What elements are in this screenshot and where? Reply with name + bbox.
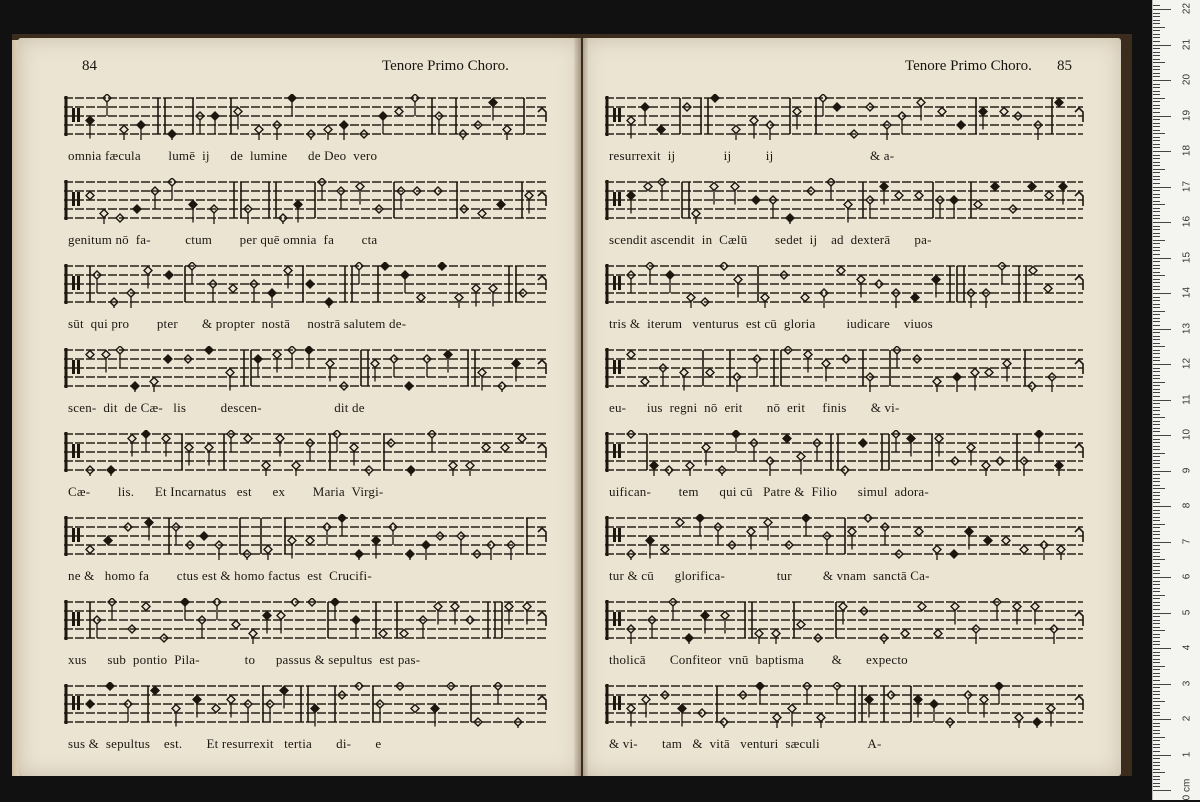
ruler-tick: [1153, 492, 1160, 493]
ruler-tick: [1153, 712, 1160, 713]
ruler-tick: [1153, 620, 1160, 621]
left-lyric-line-8: sus & sepultus est. Et resurrexit tertia di- e: [68, 736, 382, 751]
right-staff-1: [605, 94, 1091, 140]
ruler-tick: [1153, 204, 1165, 205]
ruler-tick: [1153, 715, 1160, 716]
ruler-tick: [1153, 62, 1165, 63]
ruler-tick: [1153, 84, 1160, 85]
ruler-tick: [1153, 502, 1160, 503]
ruler-tick: [1153, 311, 1165, 312]
ruler-tick: [1153, 495, 1160, 496]
ruler-tick: [1153, 94, 1160, 95]
ruler-tick: [1153, 598, 1160, 599]
ruler-tick: [1153, 396, 1160, 397]
ruler-tick: [1153, 527, 1160, 528]
ruler-tick: [1153, 126, 1160, 127]
right-lyric-line-7: tholicā Confiteor vnū baptisma & expecto: [609, 652, 908, 667]
right-staff-4: [605, 346, 1091, 392]
left-staff-2: [64, 178, 554, 224]
ruler-tick: [1153, 655, 1160, 656]
ruler-tick: [1153, 602, 1160, 603]
ruler-tick: [1153, 740, 1160, 741]
ruler-tick: [1153, 13, 1160, 14]
ruler-tick: [1153, 208, 1160, 209]
right-page: [583, 38, 1121, 776]
ruler-tick: [1153, 499, 1160, 500]
left-page-number: 84: [82, 58, 97, 74]
ruler-tick: [1153, 254, 1160, 255]
ruler-tick: [1153, 520, 1160, 521]
ruler-tick: [1153, 357, 1160, 358]
ruler-tick: [1153, 652, 1160, 653]
ruler-tick: [1153, 783, 1160, 784]
ruler-tick: [1153, 676, 1160, 677]
ruler-tick: [1153, 684, 1171, 685]
ruler-tick: [1153, 190, 1160, 191]
ruler-tick: [1153, 215, 1160, 216]
ruler-tick: [1153, 765, 1160, 766]
ruler-tick: [1153, 460, 1160, 461]
ruler-tick: [1153, 226, 1160, 227]
ruler-tick: [1153, 321, 1160, 322]
ruler-tick: [1153, 162, 1160, 163]
ruler-tick: [1153, 691, 1160, 692]
left-page-header: Tenore Primo Choro.: [382, 58, 509, 74]
ruler-tick: [1153, 140, 1160, 141]
ruler-tick: [1153, 634, 1160, 635]
measuring-ruler: [1152, 0, 1200, 800]
ruler-tick: [1153, 559, 1165, 560]
left-staff-3: [64, 262, 554, 308]
ruler-tick: [1153, 772, 1165, 773]
ruler-tick: [1153, 474, 1160, 475]
ruler-label: 18: [1181, 144, 1193, 157]
ruler-tick: [1153, 151, 1171, 152]
ruler-tick: [1153, 779, 1160, 780]
ruler-tick: [1153, 130, 1160, 131]
ruler-tick: [1153, 644, 1160, 645]
ruler-tick: [1153, 73, 1160, 74]
ruler-tick: [1153, 179, 1160, 180]
ruler-tick: [1153, 719, 1171, 720]
ruler-tick: [1153, 339, 1160, 340]
right-page-number: 85: [1057, 58, 1072, 74]
ruler-tick: [1153, 55, 1160, 56]
ruler-tick: [1153, 510, 1160, 511]
ruler-tick: [1153, 471, 1171, 472]
ruler-label: 3: [1181, 680, 1193, 686]
ruler-tick: [1153, 9, 1171, 10]
ruler-tick: [1153, 517, 1160, 518]
ruler-tick: [1153, 446, 1160, 447]
ruler-tick: [1153, 37, 1160, 38]
ruler-tick: [1153, 549, 1160, 550]
ruler-tick: [1153, 158, 1160, 159]
ruler-label: 19: [1181, 109, 1193, 121]
ruler-tick: [1153, 385, 1160, 386]
ruler-tick: [1153, 116, 1171, 117]
ruler-tick: [1153, 659, 1160, 660]
ruler-tick: [1153, 123, 1160, 124]
right-staff-8: [605, 682, 1091, 728]
ruler-tick: [1153, 669, 1160, 670]
ruler-tick: [1153, 243, 1160, 244]
ruler-tick: [1153, 52, 1160, 53]
ruler-tick: [1153, 325, 1160, 326]
ruler-tick: [1153, 318, 1160, 319]
ruler-tick: [1153, 59, 1160, 60]
ruler-tick: [1153, 27, 1165, 28]
ruler-tick: [1153, 648, 1171, 649]
ruler-tick: [1153, 91, 1160, 92]
ruler-label: 6: [1181, 573, 1193, 580]
left-lyric-line-1: omnia fæcula lumē ij de lumine de Deo vero: [68, 148, 378, 163]
ruler-label: 2: [1181, 715, 1193, 722]
right-staff-3: [605, 262, 1091, 308]
ruler-label: 7: [1181, 538, 1193, 544]
ruler-label: 21: [1181, 38, 1193, 50]
ruler-tick: [1153, 613, 1171, 614]
ruler-tick: [1153, 687, 1160, 688]
ruler-tick: [1153, 769, 1160, 770]
right-lyric-line-1: resurrexit ij ij ij & a-: [609, 148, 895, 163]
ruler-tick: [1153, 485, 1160, 486]
ruler-tick: [1153, 744, 1160, 745]
ruler-tick: [1153, 165, 1160, 166]
ruler-tick: [1153, 240, 1165, 241]
ruler-tick: [1153, 133, 1165, 134]
ruler-tick: [1153, 723, 1160, 724]
ruler-tick: [1153, 701, 1165, 702]
ruler-tick: [1153, 456, 1160, 457]
left-staff-5: [64, 430, 554, 476]
ruler-tick: [1153, 112, 1160, 113]
left-lyric-line-7: xus sub pontio Pila- to passus & sepultus est pas-: [68, 652, 421, 667]
left-lyric-line-2: genitum nō fa- ctum per quē omnia fa cta: [68, 232, 378, 247]
ruler-label: 15: [1181, 251, 1193, 263]
ruler-tick: [1153, 577, 1171, 578]
ruler-tick: [1153, 137, 1160, 138]
ruler-tick: [1153, 534, 1160, 535]
ruler-tick: [1153, 378, 1160, 379]
ruler-tick: [1153, 211, 1160, 212]
ruler-tick: [1153, 304, 1160, 305]
ruler-tick: [1153, 556, 1160, 557]
ruler-tick: [1153, 698, 1160, 699]
ruler-tick: [1153, 513, 1160, 514]
ruler-tick: [1153, 194, 1160, 195]
right-page-header: Tenore Primo Choro.: [905, 58, 1032, 74]
ruler-tick: [1153, 627, 1160, 628]
ruler-tick: [1153, 609, 1160, 610]
ruler-tick: [1153, 108, 1160, 109]
ruler-tick: [1153, 566, 1160, 567]
left-lyric-line-6: ne & homo fa ctus est & homo factus est Crucifi-: [68, 568, 372, 583]
ruler-tick: [1153, 410, 1160, 411]
ruler-tick: [1153, 247, 1160, 248]
ruler-tick: [1153, 23, 1160, 24]
ruler-tick: [1153, 236, 1160, 237]
ruler-tick: [1153, 421, 1160, 422]
ruler-tick: [1153, 293, 1171, 294]
ruler-tick: [1153, 400, 1171, 401]
ruler-tick: [1153, 630, 1165, 631]
ruler-tick: [1153, 364, 1171, 365]
ruler-tick: [1153, 595, 1165, 596]
ruler-tick: [1153, 705, 1160, 706]
ruler-tick: [1153, 542, 1171, 543]
ruler-tick: [1153, 5, 1160, 6]
ruler-tick: [1153, 435, 1171, 436]
ruler-tick: [1153, 34, 1160, 35]
ruler-tick: [1153, 424, 1160, 425]
ruler-tick: [1153, 758, 1160, 759]
left-staff-4: [64, 346, 554, 392]
right-lyric-line-3: tris & iterum venturus est cū gloria iudicare viuos: [609, 316, 933, 331]
ruler-tick: [1153, 584, 1160, 585]
left-lyric-line-5: Cæ- lis. Et Incarnatus est ex Maria Virgi-: [68, 484, 384, 499]
ruler-label: 8: [1181, 502, 1193, 509]
book-gutter: [574, 38, 588, 776]
ruler-tick: [1153, 222, 1171, 223]
right-staff-6: [605, 514, 1091, 560]
left-page: [18, 38, 581, 776]
ruler-tick: [1153, 314, 1160, 315]
ruler-tick: [1153, 368, 1160, 369]
ruler-tick: [1153, 353, 1160, 354]
ruler-tick: [1153, 98, 1165, 99]
ruler-tick: [1153, 733, 1160, 734]
ruler-tick: [1153, 41, 1160, 42]
ruler-tick: [1153, 197, 1160, 198]
ruler-tick: [1153, 623, 1160, 624]
right-lyric-line-2: scendit ascendit in Cælū sedet ij ad dexterā pa-: [609, 232, 932, 247]
ruler-tick: [1153, 76, 1160, 77]
ruler-tick: [1153, 666, 1165, 667]
ruler-tick: [1153, 371, 1160, 372]
ruler-tick: [1153, 183, 1160, 184]
ruler-tick: [1153, 289, 1160, 290]
ruler-tick: [1153, 531, 1160, 532]
ruler-tick: [1153, 343, 1160, 344]
ruler-tick: [1153, 762, 1160, 763]
right-staff-5: [605, 430, 1091, 476]
right-lyric-line-8: & vi- tam & vitā venturi sæculi A-: [609, 736, 882, 751]
ruler-tick: [1153, 229, 1160, 230]
ruler-tick: [1153, 637, 1160, 638]
ruler-tick: [1153, 297, 1160, 298]
ruler-tick: [1153, 16, 1160, 17]
ruler-tick: [1153, 172, 1160, 173]
ruler-tick: [1153, 176, 1160, 177]
ruler-tick: [1153, 570, 1160, 571]
ruler-tick: [1153, 616, 1160, 617]
ruler-tick: [1153, 389, 1160, 390]
ruler-label: 12: [1181, 357, 1193, 370]
ruler-tick: [1153, 286, 1160, 287]
ruler-label: 0 cm: [1181, 778, 1193, 801]
ruler-tick: [1153, 605, 1160, 606]
ruler-tick: [1153, 155, 1160, 156]
ruler-tick: [1153, 45, 1171, 46]
ruler-tick: [1153, 737, 1165, 738]
ruler-label: 16: [1181, 215, 1193, 228]
ruler-tick: [1153, 336, 1160, 337]
ruler-tick: [1153, 488, 1165, 489]
ruler-tick: [1153, 119, 1160, 120]
ruler-tick: [1153, 428, 1160, 429]
ruler-tick: [1153, 279, 1160, 280]
ruler-tick: [1153, 545, 1160, 546]
ruler-tick: [1153, 105, 1160, 106]
ruler-tick: [1153, 265, 1160, 266]
ruler-tick: [1153, 641, 1160, 642]
ruler-tick: [1153, 169, 1165, 170]
ruler-tick: [1153, 680, 1160, 681]
ruler-tick: [1153, 30, 1160, 31]
ruler-tick: [1153, 442, 1160, 443]
ruler-tick: [1153, 417, 1165, 418]
ruler-tick: [1153, 392, 1160, 393]
left-staff-1: [64, 94, 554, 140]
ruler-tick: [1153, 87, 1160, 88]
ruler-label: 13: [1181, 322, 1193, 334]
ruler-tick: [1153, 187, 1171, 188]
ruler-tick: [1153, 506, 1171, 507]
ruler-tick: [1153, 588, 1160, 589]
left-lyric-line-3: sūt qui pro pter & propter nostā nostrā salutem de-: [68, 316, 407, 331]
ruler-tick: [1153, 250, 1160, 251]
ruler-label: 22: [1181, 2, 1193, 15]
ruler-label: 14: [1181, 286, 1193, 299]
ruler-tick: [1153, 552, 1160, 553]
ruler-tick: [1153, 144, 1160, 145]
ruler-tick: [1153, 282, 1160, 283]
ruler-tick: [1153, 726, 1160, 727]
right-lyric-line-5: uifican- tem qui cū Patre & Filio simul adora-: [609, 484, 929, 499]
ruler-tick: [1153, 463, 1160, 464]
ruler-tick: [1153, 48, 1160, 49]
ruler-tick: [1153, 747, 1160, 748]
right-lyric-line-4: eu- ius regni nō erit nō erit finis & vi-: [609, 400, 900, 415]
ruler-tick: [1153, 407, 1160, 408]
ruler-tick: [1153, 258, 1171, 259]
ruler-label: 10: [1181, 428, 1193, 441]
ruler-label: 4: [1181, 644, 1193, 651]
ruler-tick: [1153, 694, 1160, 695]
ruler-tick: [1153, 382, 1165, 383]
ruler-label: 17: [1181, 180, 1193, 192]
ruler-tick: [1153, 332, 1160, 333]
ruler-tick: [1153, 481, 1160, 482]
ruler-tick: [1153, 272, 1160, 273]
ruler-tick: [1153, 300, 1160, 301]
ruler-tick: [1153, 573, 1160, 574]
ruler-tick: [1153, 708, 1160, 709]
ruler-tick: [1153, 414, 1160, 415]
ruler-label: 9: [1181, 467, 1193, 473]
ruler-tick: [1153, 755, 1171, 756]
ruler-label: 20: [1181, 73, 1193, 86]
ruler-tick: [1153, 69, 1160, 70]
left-lyric-line-4: scen- dit de Cæ- lis descen- dit de: [68, 400, 365, 415]
ruler-tick: [1153, 776, 1160, 777]
ruler-tick: [1153, 524, 1165, 525]
ruler-tick: [1153, 80, 1171, 81]
ruler-tick: [1153, 563, 1160, 564]
ruler-tick: [1153, 233, 1160, 234]
ruler-tick: [1153, 101, 1160, 102]
ruler-tick: [1153, 375, 1160, 376]
ruler-tick: [1153, 403, 1160, 404]
ruler-tick: [1153, 478, 1160, 479]
ruler-tick: [1153, 201, 1160, 202]
left-staff-6: [64, 514, 554, 560]
ruler-tick: [1153, 786, 1160, 787]
ruler-tick: [1153, 790, 1171, 791]
ruler-label: 1: [1181, 751, 1193, 757]
ruler-tick: [1153, 261, 1160, 262]
right-lyric-line-6: tur & cū glorifica- tur & vnam sanctā Ca-: [609, 568, 930, 583]
ruler-tick: [1153, 730, 1160, 731]
ruler-tick: [1153, 431, 1160, 432]
ruler-tick: [1153, 449, 1160, 450]
ruler-tick: [1153, 66, 1160, 67]
ruler-tick: [1153, 751, 1160, 752]
left-staff-8: [64, 682, 554, 728]
ruler-tick: [1153, 346, 1165, 347]
ruler-tick: [1153, 350, 1160, 351]
ruler-tick: [1153, 268, 1160, 269]
right-staff-2: [605, 178, 1091, 224]
ruler-tick: [1153, 307, 1160, 308]
left-staff-7: [64, 598, 554, 644]
ruler-tick: [1153, 453, 1165, 454]
ruler-tick: [1153, 147, 1160, 148]
ruler-tick: [1153, 218, 1160, 219]
ruler-tick: [1153, 591, 1160, 592]
ruler-tick: [1153, 275, 1165, 276]
ruler-tick: [1153, 581, 1160, 582]
ruler-tick: [1153, 329, 1171, 330]
ruler-tick: [1153, 662, 1160, 663]
ruler-tick: [1153, 673, 1160, 674]
ruler-label: 5: [1181, 609, 1193, 615]
ruler-tick: [1153, 360, 1160, 361]
ruler-tick: [1153, 20, 1160, 21]
right-staff-7: [605, 598, 1091, 644]
ruler-tick: [1153, 467, 1160, 468]
ruler-tick: [1153, 538, 1160, 539]
ruler-label: 11: [1181, 393, 1193, 405]
ruler-tick: [1153, 439, 1160, 440]
